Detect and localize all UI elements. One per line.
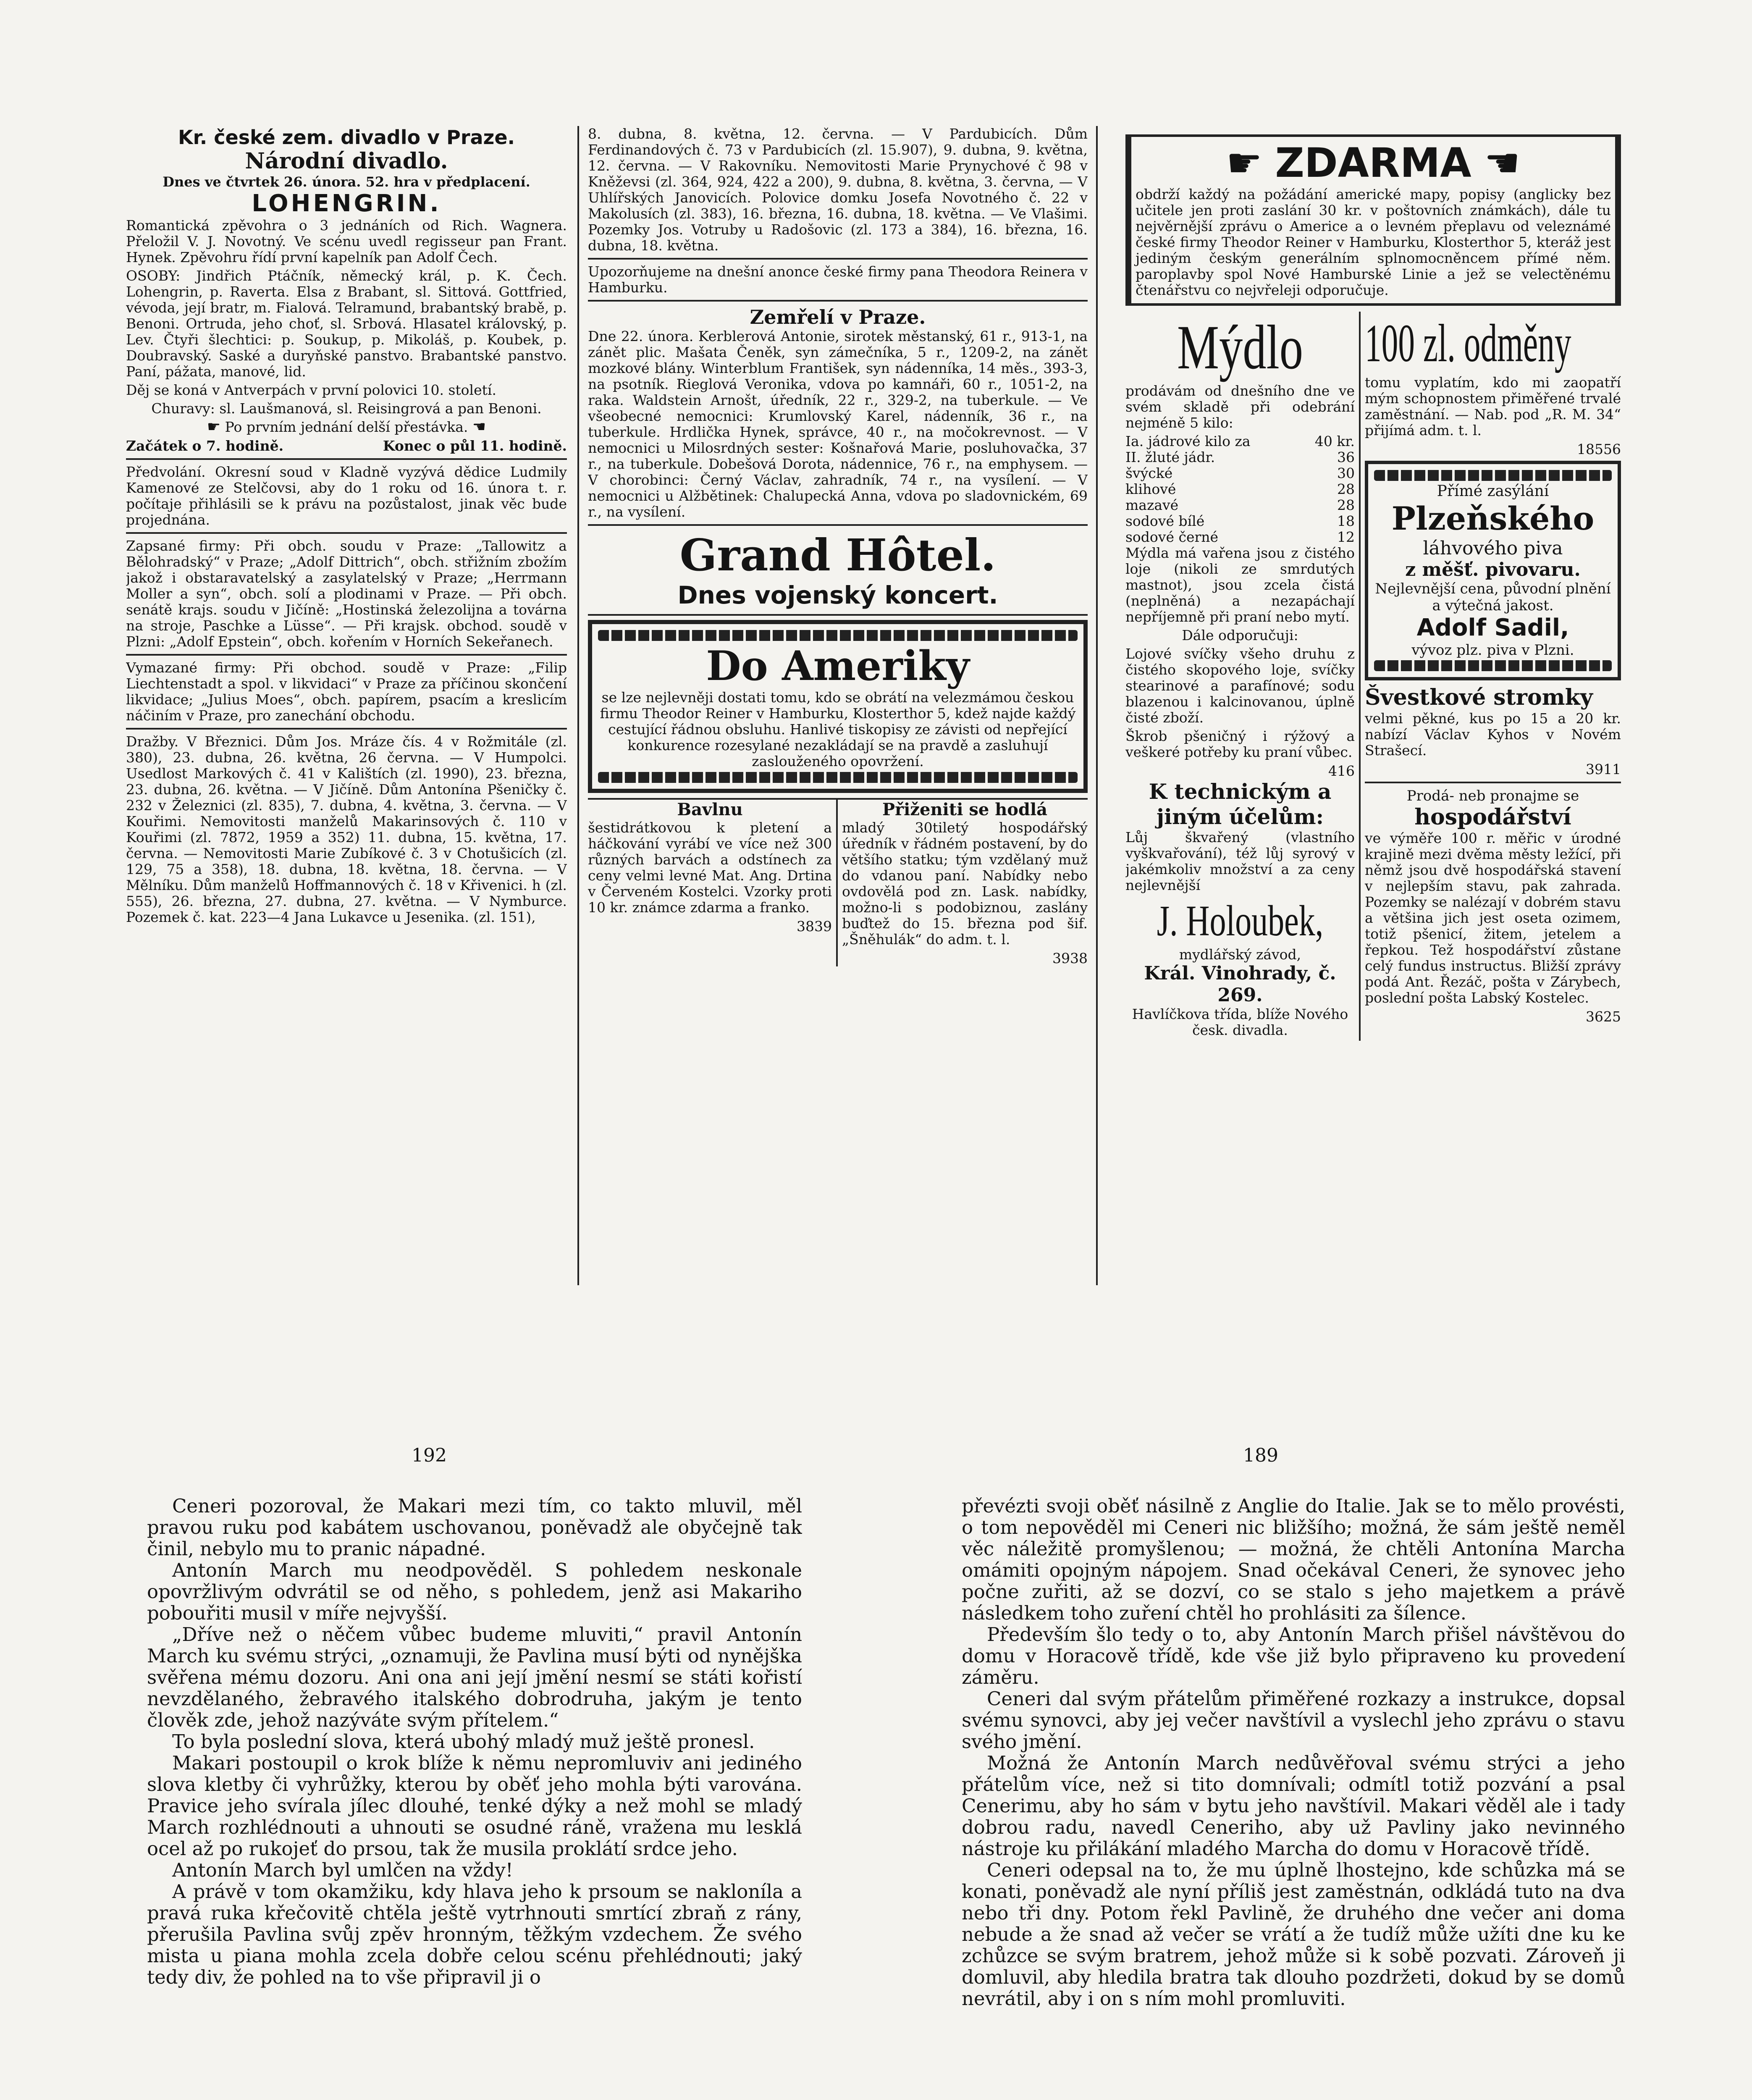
soap-ad-intro: prodávám od dnešního dne ve svém skladě při odebrání nejméně 5 kilo: [1125, 383, 1355, 431]
ornament-border [598, 772, 1078, 783]
play-cast: OSOBY: Jindřich Ptáčník, německý král, p. K. Čech. Lohengrin, p. Raverta. Elsa z Brabant, sl. Sittová. Gottfried, vévoda, její bratr, m. Fialová. Telramund, brabantský brabě, p. Benoni. Ortruda, jeho choť, sl. Srbová. Hlasatel královský, p. Lev. Čtyři šlechtici: p. Soukup, p. Mikoláš, p. Koubek, p. Doubravský. Saské a duryňské panstvo. Brabantské panstvo. Paní, pážata, manové, lid. [126, 268, 567, 380]
soap-ad [1125, 312, 1361, 1041]
ornament-border [1374, 660, 1612, 671]
soap-ad-starch: Škrob pšeničný i rýžový a veškeré potřeby ku praní vůbec. [1125, 728, 1355, 760]
divider [126, 458, 567, 460]
book-page-left [147, 1495, 802, 2100]
deaths-title: Zemřelí v Praze. [750, 306, 926, 328]
paragraph: převézti svoji oběť násilně z Anglie do Italie. Jak se to mělo provésti, o tom nepověděl mi Ceneri nic bližšího; možná, že sám ještě neměl věc náležitě promyšlenou; — možná, že chtěli Antonína Marcha omámiti opojným nápojem. Snad očekával Ceneri, že synovec jeho počne zuřiti, až se dozví, co se stalo s jeho majetkem a právě následkem toho zuření chtěl ho prohlásiti za šílence. [962, 1495, 1625, 1624]
reward-ad-text: tomu vyplatím, kdo mi zaopatří mým schopnostem přiměřené trvalé zaměstnání. — Nab. pod „R. M. 34“ přijímá adm. t. l. [1365, 374, 1621, 438]
soap-ad-title: Mýdlo [1177, 312, 1304, 382]
soap-ad-tallow: Lůj škvařený (vlastního vyškvařování), též lůj syrový v jakémkoliv množství a za ceny nejlevnější [1125, 829, 1355, 893]
divider [126, 654, 567, 656]
zdarma-ad-text: obdrží každý na požádání americké mapy, popisy (anglicky bez učitele jen proti zaslání 30 kr. v poštovních známkách), dále tu nejvěrnější zprávu o Americe a o levném přeplavu od veleznámé české firmy Theodor Reiner v Hamburku, Klosterthor 5, kteráž jest jediným českým generálním splnomocněncem přímé něm. paroplavby spol Nové Hamburské Linie a jež se velectěnému čtenářstvu co nejvřeleji odporučuje. [1136, 186, 1611, 298]
paragraph: Antonín March mu neodpověděl. S pohledem neskonale opovržlivým odvrátil se od něho, s pohledem, jenž asi Makariho pobouřiti musil v míře nejvyšší. [147, 1559, 802, 1624]
america-ad-title: Do Ameriky [706, 642, 970, 690]
cotton-ad-number: 3839 [797, 918, 832, 934]
pointing-hand-icon: ☛ [1226, 139, 1262, 186]
pilsner-ad-title: Plzeňského [1391, 500, 1595, 537]
right-ads [1361, 312, 1621, 1041]
pilsner-ad-company-sub: vývoz plz. piva v Plzni. [1411, 642, 1574, 659]
soap-ad-quality: Mýdla má vařena jsou z čistého loje (nikoli ze smrdutých mastnot), jsou zcela čistá (neplněná) a nezapáchají nepříjemně při praní nebo mytí. [1125, 545, 1355, 625]
divider [126, 728, 567, 730]
marriage-ad-title: Přiženiti se hodlá [882, 800, 1048, 819]
plum-trees-text: velmi pěkné, kus po 15 a 20 kr. nabízí Václav Kyhos v Novém Strašecí. [1365, 710, 1621, 759]
price-row: II. žluté jádr. 36 [1125, 449, 1355, 465]
theatre-masthead: Kr. české zem. divadlo v Praze. [178, 126, 515, 149]
ornament-border [598, 630, 1078, 641]
price-row: klihové 28 [1125, 481, 1355, 497]
soap-ad-address: Král. Vinohrady, č. 269. [1144, 963, 1336, 1006]
divider [1365, 782, 1621, 783]
soap-ad-also: Dále odporučuji: [1182, 627, 1298, 643]
paragraph: To byla poslední slova, která ubohý mladý muž ještě pronesl. [172, 1730, 755, 1753]
play-intro: Romantická zpěvohra o 3 jednáních od Rich. Wagnera. Přeložil V. J. Novotný. Ve scénu uvedl regisseur pan Frant. Hynek. Zpěvohru řídí první kapelník pan Adolf Čech. [126, 217, 567, 265]
price-row: švýcké 30 [1125, 465, 1355, 481]
pilsner-ad-brewery: z měšť. pivovaru. [1405, 559, 1581, 580]
start-time: Začátek o 7. hodině. [126, 438, 284, 454]
column-rule [577, 126, 579, 1285]
play-pause: ☛ Po prvním jednání delší přestávka. ☚ [207, 418, 486, 436]
play-times [126, 438, 567, 454]
lower-ads [1125, 312, 1621, 1041]
ornament-border [1374, 470, 1612, 481]
summons-notice: Předvolání. Okresní soud v Kladně vyzývá dědice Ludmily Kamenové ze Stelčovsi, aby do 1 roku od 16. února t. r. počítaje přihlásili se k právu na pozůstalost, jinak věc bude projednána. [126, 464, 567, 528]
price-row: sodové černé 12 [1125, 529, 1355, 545]
cotton-ad-title: Bavlnu [677, 800, 743, 819]
soap-ad-company: J. Holoubek, [1157, 897, 1324, 945]
soap-ad-address-2: Havlíčkova třída, blíže Nového česk. divadla. [1132, 1006, 1348, 1038]
performance-date: Dnes ve čtvrtek 26. února. 52. hra v předplacení. [163, 174, 530, 190]
newspaper-column-1 [126, 126, 567, 1277]
cotton-ad-text: šestidrátkovou k pletení a háčkování vyrábí ve více než 300 různých barvách a odstínech za ceny velmi levné Mat. Ang. Drtina v Červeném Kostelci. Vzorky proti 10 kr. známce zdarma a franko. [588, 819, 832, 916]
paragraph: Ceneri dal svým přátelům přiměřené rozkazy a instrukce, dopsal svému synovci, aby jej večer navštívil a vyslechl jeho zprávu o stavu svého jmění. [962, 1688, 1625, 1753]
pilsner-ad-bottled: láhvového piva [1423, 538, 1563, 559]
play-dances: Churavy: sl. Laušmanová, sl. Reisingrová a pan Benoni. [151, 400, 542, 417]
newspaper-column-2 [588, 126, 1088, 1277]
book-page-right [962, 1495, 1625, 2100]
plum-trees-number: 3911 [1586, 761, 1621, 777]
paragraph: Antonín March byl umlčen na vždy! [172, 1859, 513, 1881]
zdarma-ad [1125, 134, 1621, 306]
farm-ad-title: hospodářství [1414, 804, 1571, 830]
column-rule [1096, 126, 1098, 1285]
price-row: Ia. jádrové kilo za 40 kr. [1125, 433, 1355, 449]
deleted-firms: Vymazané firmy: Při obchod. soudě v Praze: „Filip Liechtenstadt a spol. v likvidaci“ v Praze za příčinou skončení likvidace; „Julius Moes“, obch. papírem, psacím a kreslicím náčiním v Praze, pro zanechání obchodu. [126, 659, 567, 724]
soap-ad-company-sub: mydlářský závod, [1179, 946, 1301, 963]
registered-firms: Zapsané firmy: Při obch. soudu v Praze: „Tallowitz a Bělohradský“ v Praze; „Adolf Dittrich“, obch. střižním zbožím jakož i obstaravatelský a zasylatelský v Praze; „Herrmann Moller a syn“, obch. solí a plodinami v Praze. — Při obch. senátě krajs. soudu v Jičíně: „Hostinská železolijna a továrna na stroje, Paschke a Lüsse“. — Při krajsk. obchod. soudě v Plzni: „Adolf Epstein“, obch. kořením v Horních Sekeřanech. [126, 538, 567, 650]
hotel-ad-title: Grand Hôtel. [679, 529, 996, 581]
reward-ad-number: 18556 [1577, 441, 1621, 457]
classified-row [588, 798, 1088, 966]
divider [126, 532, 567, 534]
paragraph: Ceneri pozoroval, že Makari mezi tím, co takto mluvil, měl pravou ruku pod kabátem uschovanou, poněvadž ale obyčejně tak činil, nebylo mu to pranic nápadné. [147, 1495, 802, 1560]
soap-price-list [1125, 433, 1355, 545]
hotel-ad-subtitle: Dnes vojenský koncert. [677, 581, 998, 609]
paragraph: Ceneri odepsal na to, že mu úplně lhostejno, kde schůzka má se konati, poněvadž ale nyní příliš jest zaměstnán, odkládá tuto na dva nebo tři dny. Potom řekl Pavlině, že druhého dne večer ani doma nebude a že snad až večer se vrátí a že tudíž může užíti dne ku ke zchůzce se svým bratrem, jehož může si k sobě pozvati. Zároveň ji domluvil, aby hledila bratra tak dlouho pozdržeti, dokud by se domů nevrátil, aby i on s ním mohl promluviti. [962, 1859, 1625, 2010]
auctions: Dražby. V Březnici. Dům Jos. Mráze čís. 4 v Rožmitále (zl. 380), 23. dubna, 26. května, 26 června. — V Humpolci. Usedlost Markových č. 41 v Kalištích (zl. 1990), 23. března, 23. dubna, 26. května. — V Jičíně. Dům Antonína Pšeničky č. 232 v Železnici (zl. 835), 7. dubna, 4. května, 3. června. — V Kouřimi. Nemovitosti manželů Makarinsových č. 110 v Kouřimi (zl. 7872, 1959 a 352) 11. dubna, 15. května, 17. června. — Nemovitosti Marie Zubíkové č. 3 v Chotušicích (zl. 129, 75 a 358), 18. dubna, 18. května, 18. června. — V Mělníku. Dům manželů Hoffmannových č. 18 v Křivenici. h (zl. 555), 26. března, 27. dubna, 27. května. — V Nymburce. Pozemek č. kat. 223—4 Jana Lukavce u Jesenika. (zl. 151), [126, 733, 567, 925]
auctions-continued: 8. dubna, 8. května, 12. června. — V Pardubicích. Dům Ferdinandových č. 73 v Pardubicích (zl. 15.907), 9. dubna, 9. května, 12. června. — V Rakovníku. Nemovitosti Marie Prynychové č 98 v Kněževsi (zl. 364, 924, 422 a 200), 9. dubna, 8. května, 3. června, — V Uhlířských Janovicích. Polovice domku Josefa Novotného č. 22 v Makolusích (zl. 383), 16. března, 16. dubna, 18. května. — Ve Vlašimi. Pozemky Jos. Votruby u Radošovic (zl. 173 a 384), 16. března, 16. dubna, 18. května. [588, 126, 1088, 254]
deaths-list: Dne 22. února. Kerblerová Antonie, sirotek městanský, 61 r., 913-1, na zánět plic. Mašata Čeněk, syn zámečníka, 5 r., 1209-2, na zánět mozkové blány. Winterblum František, syn nádenníka, 14 měs., 393-3, na psotník. Rieglová Veronika, vdova po kamnáři, 60 r., 1051-2, na raka. Waldstein Arnošt, úředník, 22 r., 329-2, na tuberkule. — Ve všeobecné nemocnici: Krumlovský Karel, nádenník, 36 r., na tuberkule. Hrdlička Hynek, správce, 40 r., na močokrevnost. — V nemocnici u Milosrdných sester: Košnařová Marie, posluhovačka, 37 r., na tuberkule. Dobešová Dorota, nádennice, 76 r., na emphysem. — V chorobinci: Černý Václav, zahradník, 74 r., na vysílení. — V nemocnici u Alžbětinek: Chalupecká Anna, vdova po sladovnickém, 69 r., na vysílení. [588, 328, 1088, 520]
marriage-ad [838, 800, 1088, 966]
zdarma-ad-title: ZDARMA [1275, 139, 1471, 186]
page-number-left: 192 [412, 1445, 447, 1466]
play-setting: Děj se koná v Antverpách v první polovici 10. století. [126, 382, 496, 398]
price-row: sodové bílé 18 [1125, 513, 1355, 529]
end-time: Konec o půl 11. hodině. [383, 438, 567, 454]
soap-ad-number: 416 [1328, 763, 1355, 779]
divider [588, 614, 1088, 616]
reiner-notice: Upozorňujeme na dnešní anonce české firmy pana Theodora Reinera v Hamburku. [588, 263, 1088, 296]
paragraph: „Dříve než o něčem vůbec budeme mluviti,“ pravil Antonín March ku svému strýci, „oznamuji, že Pavlina musí býti od nynějška svěřena mému dozoru. Ani ona ani její jmění nesmí se státi kořistí nevzdělaného, žebravého italského dobrodruha, jakým je tento člověk zde, jehož nazýváte svým přítelem.“ [147, 1623, 802, 1731]
marriage-ad-text: mladý 30tiletý hospodářský úředník v řádném postavení, by do většího statku; tým vzdělaný muž do vdanou paní. Nabídky nebo ovdovělá pod zn. Lask. nabídky, možno-li s podobiznou, zaslány buďtež do 15. března pod šif. „Šněhulák“ do adm. t. l. [842, 819, 1088, 948]
farm-ad-number: 3625 [1586, 1008, 1621, 1025]
divider [588, 300, 1088, 302]
paragraph: A právě v tom okamžiku, kdy hlava jeho k prsoum se nakloníla a pravá ruka křečovitě chtěla ještě vytrhnouti smrtící zbraň z rány, přerušila Pavlina svůj zpěv hronným, těžkým vzdechem. Že svého mista u piana mohla zcela dobře celou scénu přehlédnouti; jaký tedy div, že pohled na to vše připravil ji o [147, 1880, 802, 1988]
pilsner-ad-intro: Přímé zasýlání [1437, 483, 1549, 500]
farm-ad-text: ve výměře 100 r. měřic v úrodné krajině mezi dvěma městy ležící, při němž jsou dvě hospodářská stavení v nejlepším stavu, pak zahrada. Pozemky se nalézají v dobrém stavu a většina jich jest oseta ozimem, totiž pšenicí, žitem, jetelem a řepkou. Tež hospodářství zůstane celý fundus instructus. Bližší zprávy podá Ant. Řezáč, pošta v Zárybech, poslední pošta Labský Kostelec. [1365, 830, 1621, 1006]
soap-ad-technical: K technickým a jiným účelům: [1149, 779, 1332, 829]
farm-ad-intro: Prodá- neb pronajme se [1406, 788, 1579, 804]
page-number-right: 189 [1243, 1445, 1278, 1466]
soap-ad-candles: Lojové svíčky všeho druhu z čistého skopového loje, svíčky stearinové a parafínové; sodu blazenou i kalcinovanou, úplně čisté zboží. [1125, 646, 1355, 726]
pilsner-ad-company: Adolf Sadil, [1416, 614, 1569, 641]
theatre-name: Národní divadlo. [245, 148, 448, 174]
reward-ad: 100 zl. odměny [1365, 313, 1571, 373]
paragraph: Možná že Antonín March nedůvěřoval svému strýci a jeho přátelům více, než si tito domnívali; odmítl totiž pozvání a psal Cenerimu, aby ho sám v bytu jeho navštívil. Makari věděl ale i tady dobrou radu, navedl Ceneriho, aby už Pavliny jako nevinného nástroje ku přilákání mladého Marcha do domu v Horacově třídě. [962, 1752, 1625, 1860]
pointing-hand-icon: ☛ [207, 418, 221, 436]
play-title: LOHENGRIN. [252, 190, 441, 217]
divider [588, 258, 1088, 260]
america-ad-text: se lze nejlevněji dostati tomu, kdo se obrátí na velezmámou českou firmu Theodor Reiner v Hamburku, Klosterthor 5, kdež najde každý cestující řádnou obsluhu. Hanlivé tiskopisy ze závisti od nepřející konkurence rozesylané nezakládají se na pravdě a zasluhují zaslouženého opovržení. [600, 689, 1076, 769]
newspaper-column-3 [1125, 134, 1621, 1277]
america-ad [588, 620, 1088, 793]
price-row: mazavé 28 [1125, 497, 1355, 513]
pilsner-ad [1365, 461, 1621, 680]
paragraph: Makari postoupil o krok blíže k němu nepromluviv ani jediného slova kletby či vyhrůžky, kterou by oběť jeho mohla býti varována. Pravice jeho svírala jílec dlouhé, tenké dýky a než mohl se mladý March rozhlédnouti a uhnouti se osudné ráně, vražena mu lesklá ocel až po rukojeť do prsou, tak že musila proklátí srdce jeho. [147, 1752, 802, 1860]
cotton-ad [588, 800, 838, 966]
plum-trees-title: Švestkové stromky [1365, 685, 1593, 710]
divider [588, 524, 1088, 526]
zdarma-ad-header [1136, 139, 1611, 186]
paragraph: Především šlo tedy o to, aby Antonín March přišel návštěvou do domu v Horacově třídě, kde vše již bylo připraveno ku provedení záměru. [962, 1623, 1625, 1688]
pointing-hand-icon: ☚ [1484, 139, 1521, 186]
marriage-ad-number: 3938 [1052, 950, 1088, 966]
pointing-hand-icon: ☚ [472, 418, 486, 436]
pilsner-ad-quality: Nejlevnější cena, původní plnění a výtečná jakost. [1375, 580, 1611, 614]
